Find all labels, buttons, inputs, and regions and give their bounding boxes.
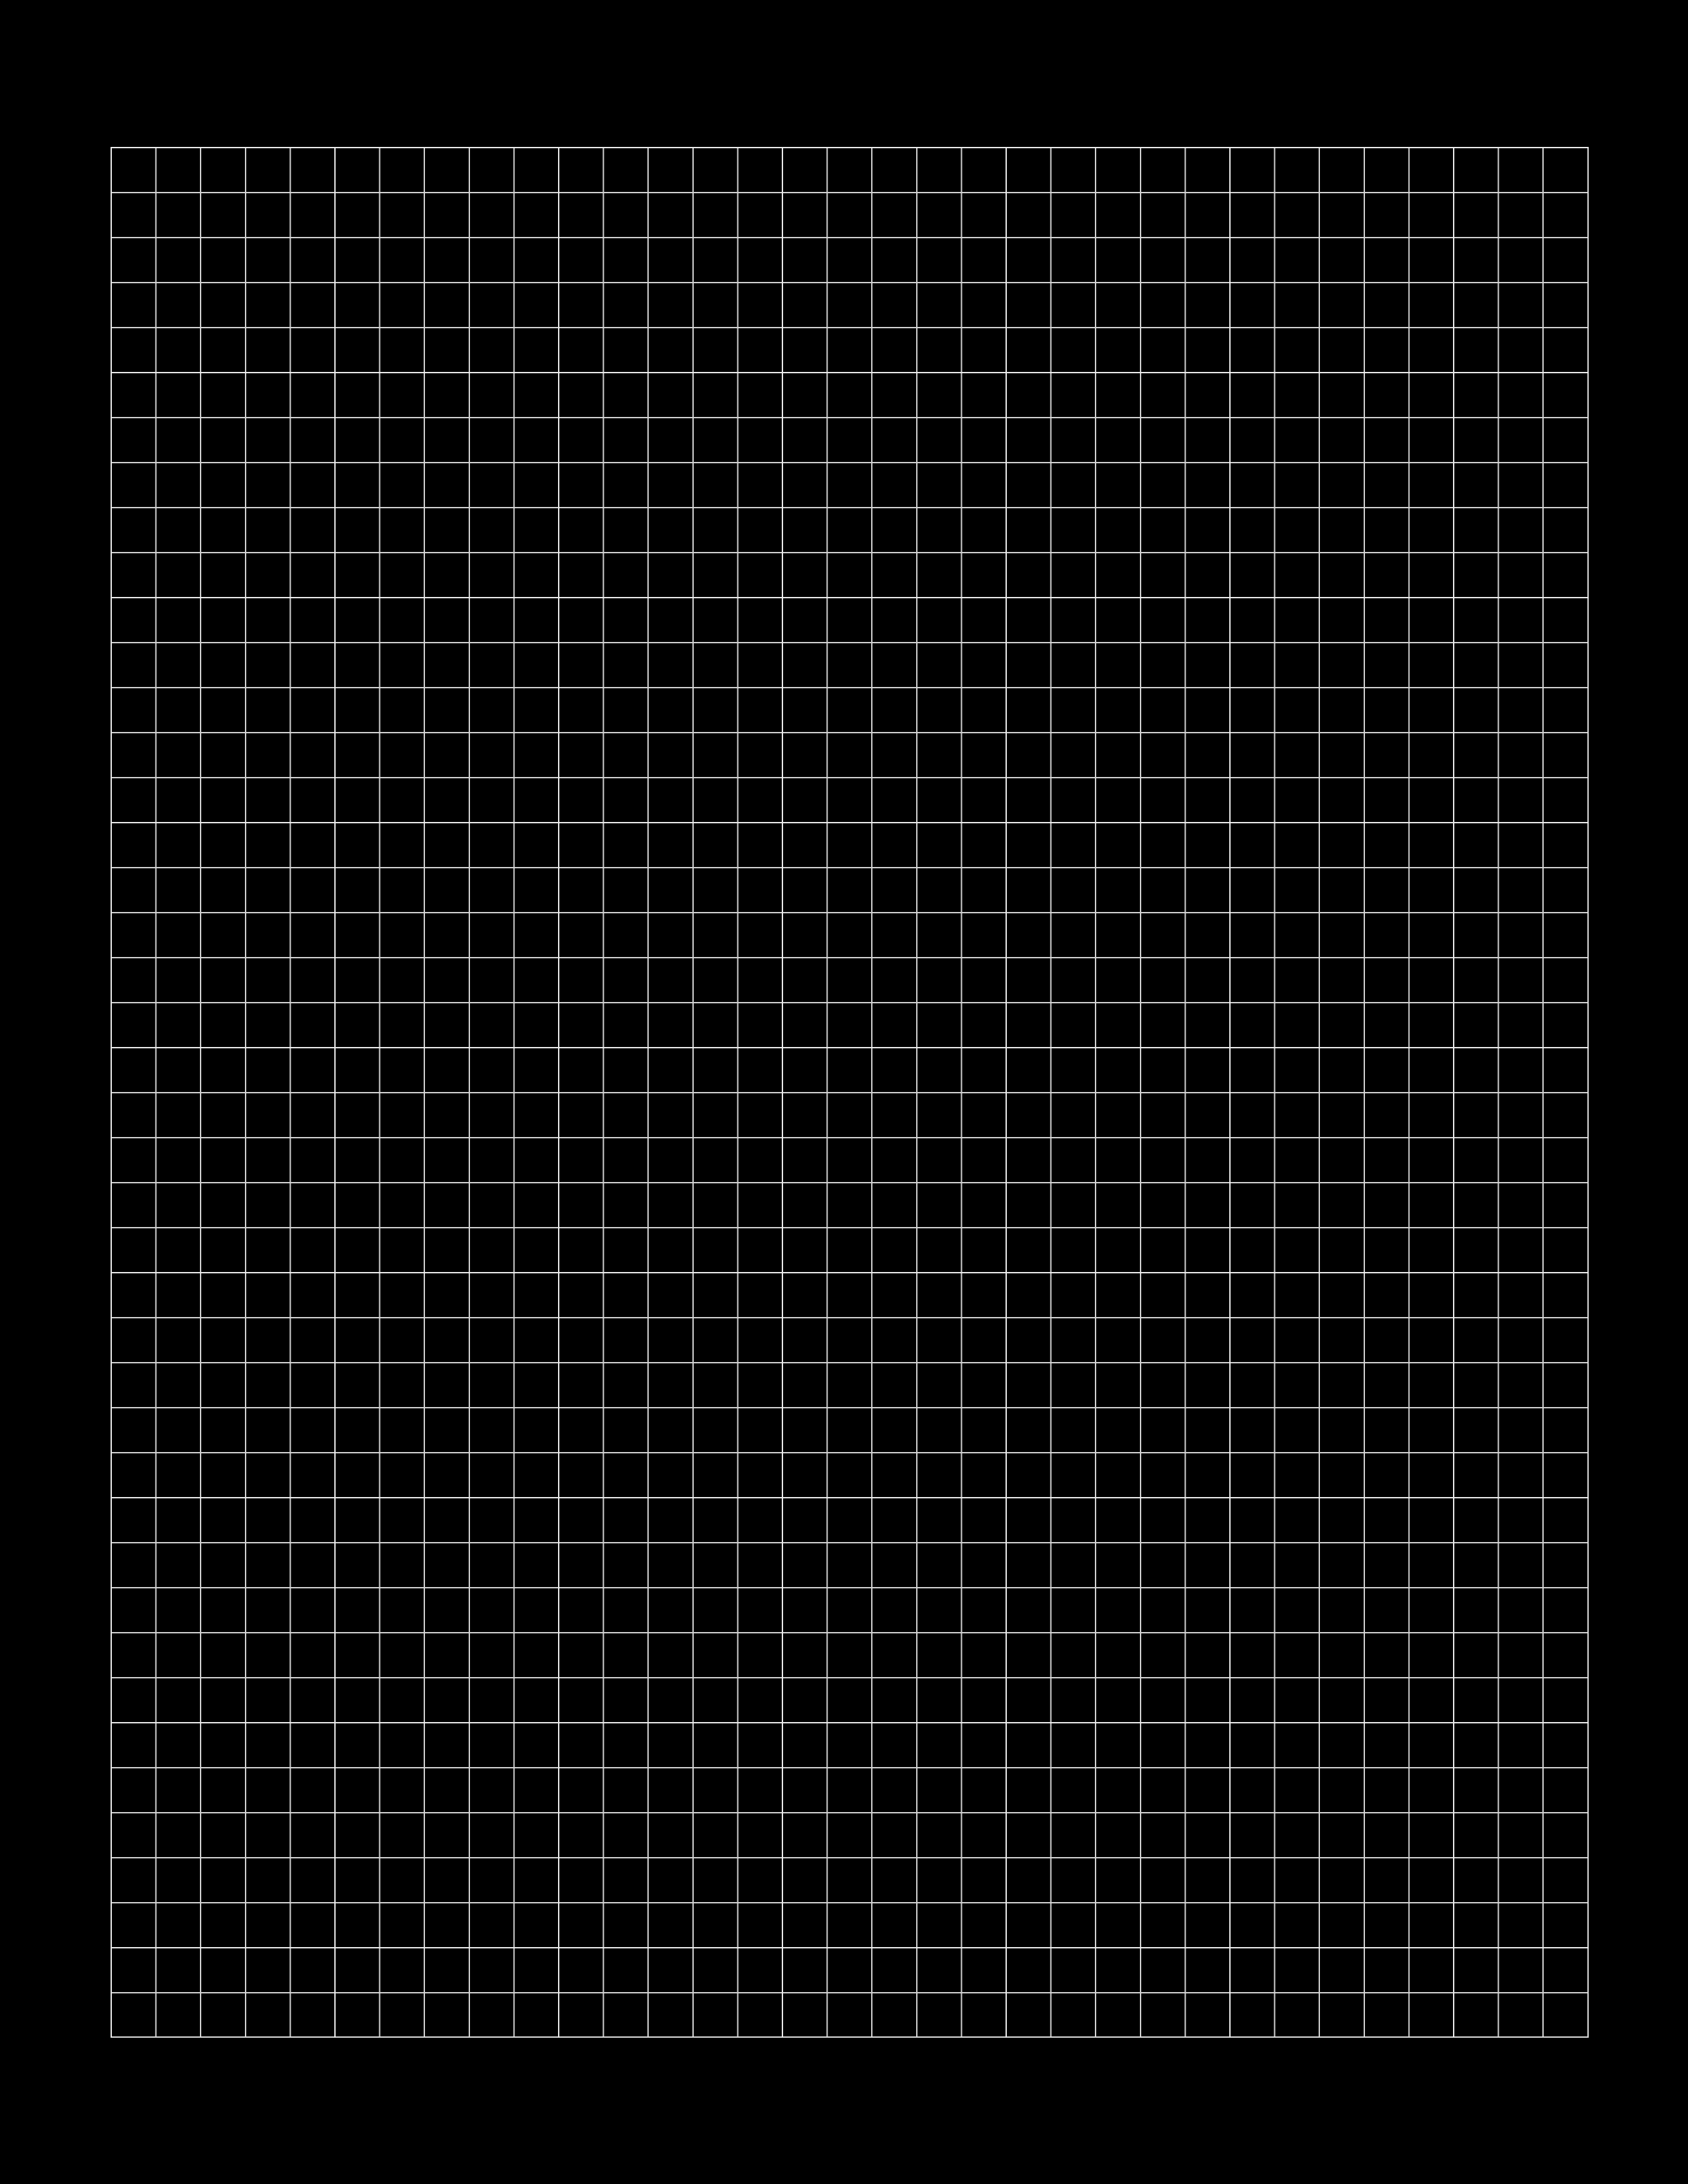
grid-bottom-edge: [111, 2036, 1589, 2038]
grid-major-line-horizontal: [111, 597, 1589, 598]
grid-major-line-vertical: [334, 147, 336, 2038]
grid-major-line-horizontal: [111, 372, 1589, 373]
grid-major-line-horizontal: [111, 1497, 1589, 1498]
grid-major-line-vertical: [1229, 147, 1231, 2038]
grid-major-line-horizontal: [111, 147, 1589, 148]
grid-major-line-vertical: [1006, 147, 1007, 2038]
grid-right-edge: [1587, 147, 1589, 2038]
grid-major-line-vertical: [558, 147, 559, 2038]
grid-major-line-horizontal: [111, 1947, 1589, 1948]
grid-major-line-vertical: [782, 147, 783, 2038]
grid-major-line-vertical: [1453, 147, 1454, 2038]
grid-major-line-horizontal: [111, 822, 1589, 823]
graph-paper-grid: [111, 147, 1589, 2038]
grid-major-line-horizontal: [111, 1272, 1589, 1273]
grid-major-line-horizontal: [111, 1722, 1589, 1723]
grid-major-line-vertical: [111, 147, 112, 2038]
grid-major-line-horizontal: [111, 1047, 1589, 1048]
